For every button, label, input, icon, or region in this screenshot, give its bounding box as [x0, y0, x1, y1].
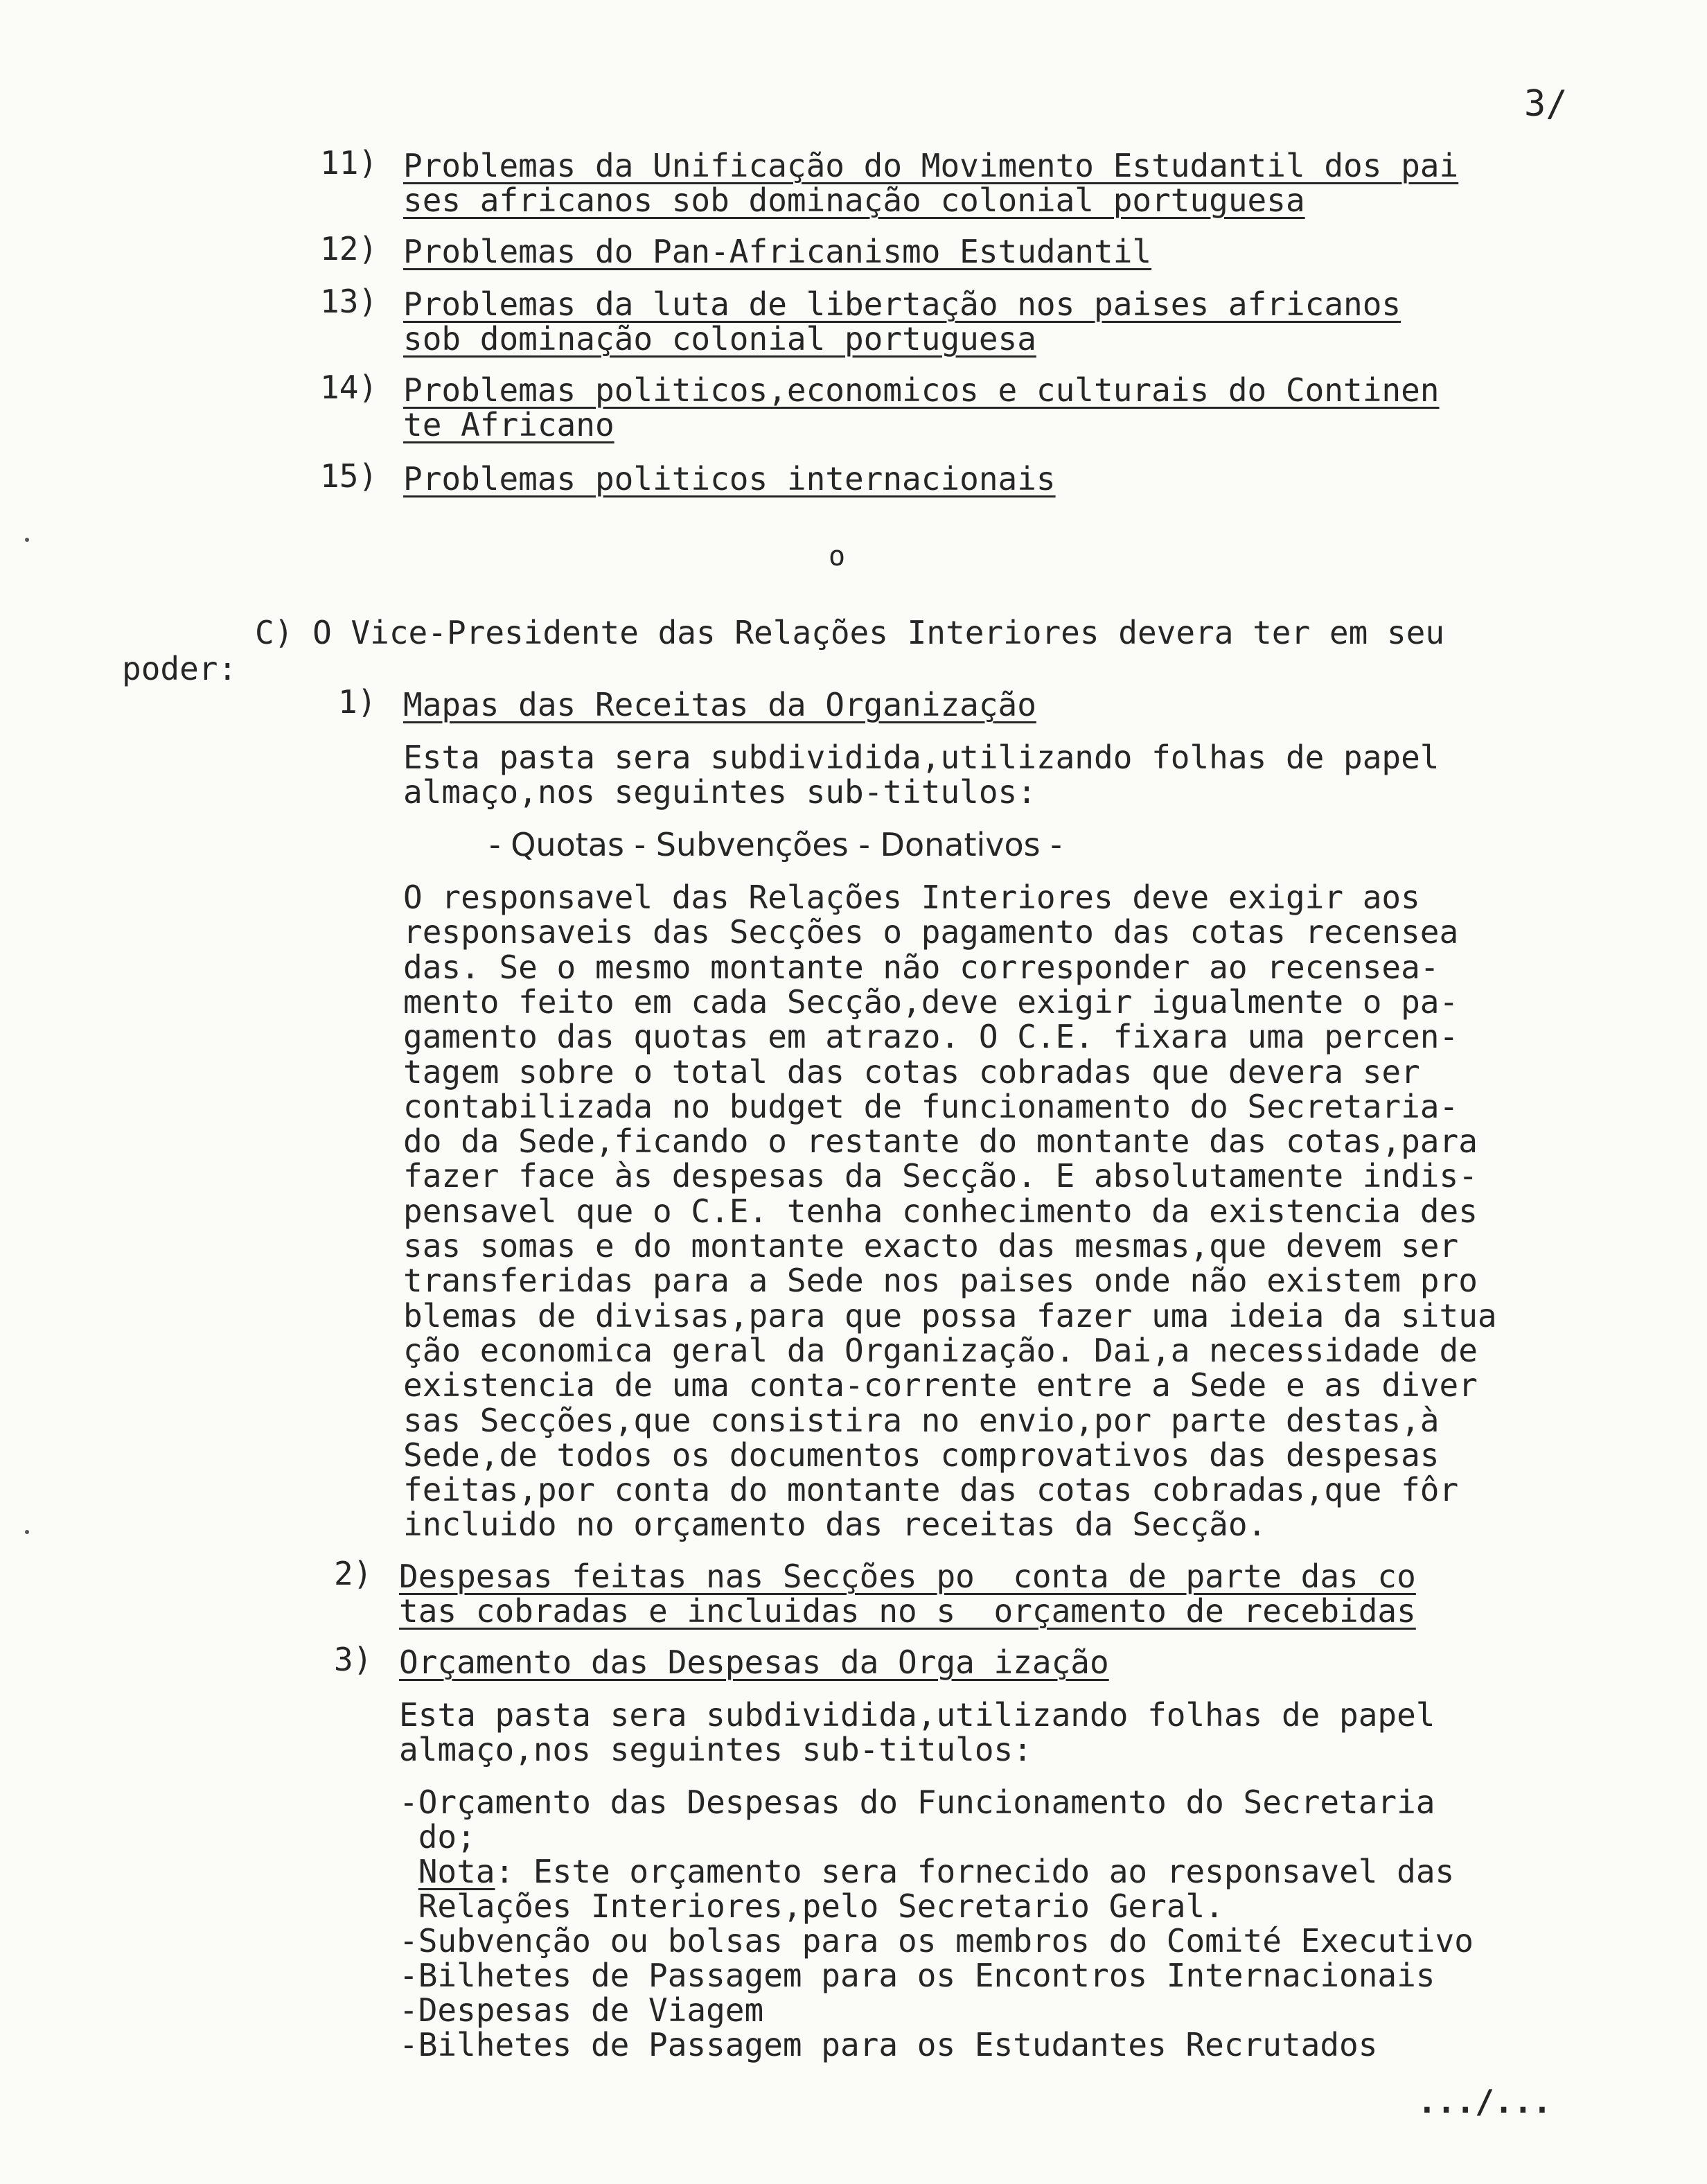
list-item-text-line: sob dominação colonial portuguesa — [403, 320, 1036, 358]
item-number: 1) — [338, 683, 377, 721]
continuation-mark: .../... — [1417, 2083, 1552, 2120]
paragraph-line: blemas de divisas,para que possa fazer uma ideia da situa — [403, 1297, 1497, 1335]
list-number: 13) — [320, 283, 378, 320]
note-line-2: Relações Interiores,pelo Secretario Geral. — [399, 1887, 1224, 1925]
subtitles-line: - Quotas - Subvenções - Donativos - — [489, 826, 1062, 863]
scan-speck — [25, 538, 29, 542]
paragraph-line: do da Sede,ficando o restante do montante das cotas,para — [403, 1122, 1478, 1160]
item-heading: Mapas das Receitas da Organização — [403, 686, 1036, 723]
paragraph-line: responsaveis das Secções o pagamento das cotas recensea — [403, 913, 1459, 951]
paragraph-line: transferidas para a Sede nos paises onde não existem pro — [403, 1262, 1478, 1299]
paragraph-line: incluido no orçamento das receitas da Secção. — [403, 1506, 1267, 1543]
paragraph-line: contabilizada no budget de funcionamento do Secretaria- — [403, 1088, 1459, 1125]
paragraph-line: pensavel que o C.E. tenha conhecimento da existencia des — [403, 1192, 1478, 1230]
paragraph-line: das. Se o mesmo montante não corresponder ao recensea- — [403, 949, 1440, 986]
item-text-line: tas cobradas e incluidas no s orçamento de recebidas — [399, 1592, 1416, 1630]
body-line: almaço,nos seguintes sub-titulos: — [403, 773, 1036, 811]
section-c-intro: C) O Vice-Presidente das Relações Interiores devera ter em seu — [255, 614, 1445, 651]
note-text: : Este orçamento sera fornecido ao responsavel das — [495, 1853, 1455, 1890]
list-item-text-line: Problemas da luta de libertação nos paises africanos — [403, 285, 1401, 323]
paragraph-line: sas Secções,que consistira no envio,por parte destas,à — [403, 1402, 1440, 1439]
paragraph-line: sas somas e do montante exacto das mesmas,que devem ser — [403, 1227, 1459, 1265]
paragraph-line: ção economica geral da Organização. Dai,a necessidade de — [403, 1332, 1478, 1369]
body-line: Esta pasta sera subdividida,utilizando folhas de papel — [399, 1696, 1435, 1734]
paragraph-line: O responsavel das Relações Interiores deve exigir aos — [403, 879, 1420, 916]
list-entry: -Orçamento das Despesas do Funcionamento do Secretaria — [399, 1784, 1435, 1821]
scan-speck — [25, 1530, 29, 1534]
list-item-text-line: Problemas politicos,economicos e culturais do Continen — [403, 371, 1440, 409]
item-text-line: Despesas feitas nas Secções po conta de parte das co — [399, 1558, 1416, 1595]
note-line — [399, 1853, 1454, 1890]
item-number: 3) — [334, 1641, 373, 1678]
body-line: almaço,nos seguintes sub-titulos: — [399, 1731, 1032, 1768]
list-item-text-line: te Africano — [403, 406, 614, 443]
item-heading: Orçamento das Despesas da Orga ização — [399, 1644, 1109, 1681]
list-entry: do; — [399, 1818, 476, 1856]
list-number: 15) — [320, 457, 378, 495]
paragraph-line: Sede,de todos os documentos comprovativos das despesas — [403, 1436, 1440, 1474]
page-number: 3/ — [1524, 83, 1568, 125]
paragraph-line: tagem sobre o total das cotas cobradas que devera ser — [403, 1053, 1420, 1091]
section-separator: o — [829, 540, 846, 572]
paragraph-line: feitas,por conta do montante das cotas cobradas,que fôr — [403, 1471, 1459, 1508]
item-number: 2) — [334, 1555, 373, 1592]
list-number: 11) — [320, 144, 378, 182]
list-entry: -Bilhetes de Passagem para os Encontros Internacionais — [399, 1957, 1435, 1994]
paragraph-line: gamento das quotas em atrazo. O C.E. fixara uma percen- — [403, 1018, 1459, 1055]
paragraph-line: fazer face às despesas da Secção. E absolutamente indis- — [403, 1157, 1478, 1195]
list-number: 12) — [320, 230, 378, 267]
note-label: Nota — [418, 1853, 495, 1890]
list-entry: -Bilhetes de Passagem para os Estudantes Recrutados — [399, 2026, 1378, 2063]
list-entry: -Subvenção ou bolsas para os membros do Comité Executivo — [399, 1922, 1474, 1960]
paragraph-line: existencia de uma conta-corrente entre a Sede e as diver — [403, 1366, 1478, 1404]
list-item-text-line: Problemas do Pan-Africanismo Estudantil — [403, 233, 1152, 270]
list-number: 14) — [320, 369, 378, 406]
paragraph-line: mento feito em cada Secção,deve exigir igualmente o pa- — [403, 983, 1459, 1021]
list-item-text-line: Problemas politicos internacionais — [403, 460, 1056, 497]
body-line: Esta pasta sera subdividida,utilizando folhas de papel — [403, 739, 1440, 776]
list-entry: -Despesas de Viagem — [399, 1991, 764, 2029]
list-item-text-line: Problemas da Unificação do Movimento Estudantil dos pai — [403, 147, 1459, 184]
section-c-intro-cont: poder: — [122, 650, 238, 687]
list-item-text-line: ses africanos sob dominação colonial portuguesa — [403, 182, 1305, 219]
